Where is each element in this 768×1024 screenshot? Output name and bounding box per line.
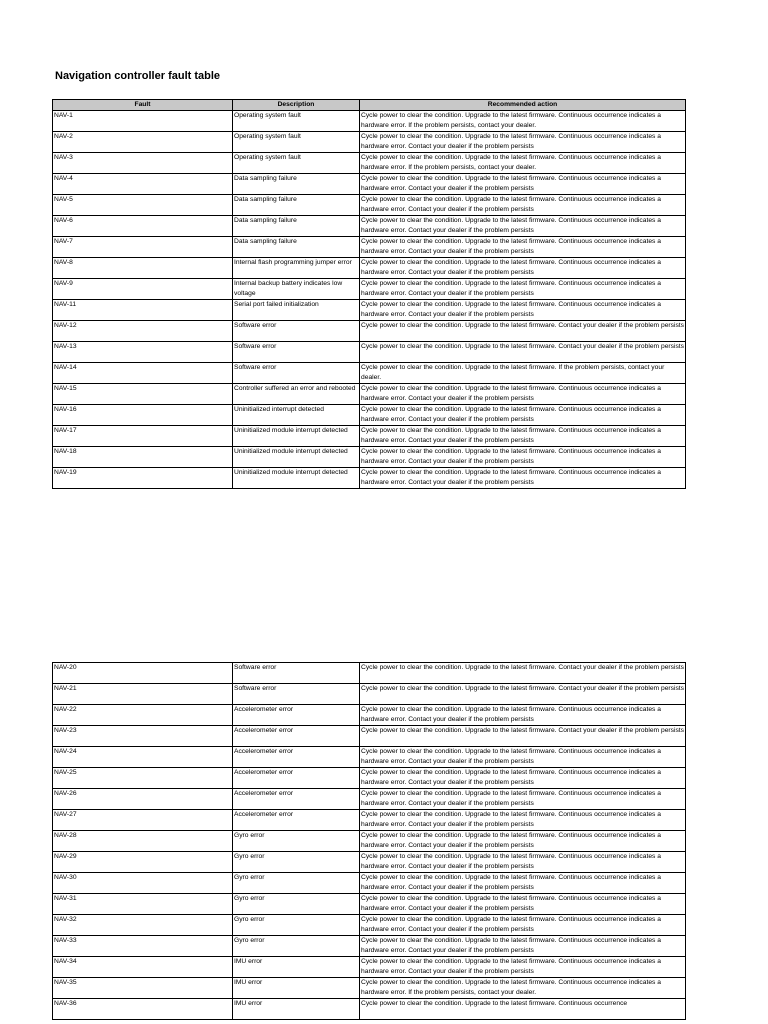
table-row (53, 663, 686, 684)
fault-code-cell: NAV-14 (53, 363, 233, 384)
description-cell: Uninitialized module interrupt detected (233, 447, 360, 468)
fault-code-cell: NAV-27 (53, 810, 233, 831)
fault-code-cell: NAV-33 (53, 936, 233, 957)
recommended-action-cell: Cycle power to clear the condition. Upgrade to the latest firmware. Continuous occurrence indicates a hardware error. Contact your dealer if the problem persists (360, 810, 686, 831)
table-row (53, 384, 686, 405)
recommended-action-cell: Cycle power to clear the condition. Upgrade to the latest firmware. Continuous occurrence indicates a hardware error. Contact your dealer if the problem persists (360, 447, 686, 468)
description-cell: Uninitialized module interrupt detected (233, 426, 360, 447)
description-cell: IMU error (233, 978, 360, 999)
fault-code-cell: NAV-1 (53, 111, 233, 132)
description-cell: Internal backup battery indicates low voltage (233, 279, 360, 300)
description-cell: Controller suffered an error and rebooted (233, 384, 360, 405)
recommended-action-cell: Cycle power to clear the condition. Upgrade to the latest firmware. Continuous occurrence indicates a hardware error. Contact your dealer if the problem persists (360, 216, 686, 237)
table-row (53, 468, 686, 489)
table-row (53, 852, 686, 873)
recommended-action-cell: Cycle power to clear the condition. Upgrade to the latest firmware. Continuous occurrence indicates a hardware error. Contact your dealer if the problem persists (360, 426, 686, 447)
recommended-action-cell: Cycle power to clear the condition. Upgrade to the latest firmware. Continuous occurrence indicates a hardware error. Contact your dealer if the problem persists (360, 705, 686, 726)
table-row (53, 915, 686, 936)
table-row (53, 894, 686, 915)
description-cell: Data sampling failure (233, 216, 360, 237)
description-cell: Operating system fault (233, 153, 360, 174)
fault-code-cell: NAV-36 (53, 999, 233, 1020)
table-row (53, 789, 686, 810)
recommended-action-cell: Cycle power to clear the condition. Upgrade to the latest firmware. Continuous occurrence indicates a hardware error. Contact your dealer if the problem persists (360, 915, 686, 936)
recommended-action-cell: Cycle power to clear the condition. Upgrade to the latest firmware. Continuous occurrence indicates a hardware error. Contact your dealer if the problem persists (360, 831, 686, 852)
recommended-action-cell: Cycle power to clear the condition. Upgrade to the latest firmware. Continuous occurrence indicates a hardware error. Contact your dealer if the problem persists (360, 894, 686, 915)
fault-code-cell: NAV-30 (53, 873, 233, 894)
table-row (53, 426, 686, 447)
description-cell: IMU error (233, 957, 360, 978)
fault-code-cell: NAV-2 (53, 132, 233, 153)
fault-code-cell: NAV-21 (53, 684, 233, 705)
description-cell: Gyro error (233, 852, 360, 873)
description-cell: Gyro error (233, 915, 360, 936)
table-row (53, 684, 686, 705)
description-cell: Data sampling failure (233, 174, 360, 195)
description-cell: Accelerometer error (233, 768, 360, 789)
description-cell: Data sampling failure (233, 237, 360, 258)
table-header-row (53, 100, 686, 111)
table-row (53, 132, 686, 153)
fault-code-cell: NAV-22 (53, 705, 233, 726)
recommended-action-cell: Cycle power to clear the condition. Upgrade to the latest firmware. Continuous occurrence indicates a hardware error. Contact your dealer if the problem persists (360, 405, 686, 426)
description-cell: Serial port failed initialization (233, 300, 360, 321)
fault-code-cell: NAV-12 (53, 321, 233, 342)
description-cell: Software error (233, 363, 360, 384)
recommended-action-cell: Cycle power to clear the condition. Upgrade to the latest firmware. Contact your dealer if the problem persists (360, 321, 686, 342)
recommended-action-cell: Cycle power to clear the condition. Upgrade to the latest firmware. Continuous occurrence indicates a hardware error. Contact your dealer if the problem persists (360, 852, 686, 873)
recommended-action-cell: Cycle power to clear the condition. Upgrade to the latest firmware. Continuous occurrence indicates a hardware error. If the problem persists, contact your dealer. (360, 111, 686, 132)
recommended-action-cell: Cycle power to clear the condition. Upgrade to the latest firmware. Continuous occurrence indicates a hardware error. Contact your dealer if the problem persists (360, 258, 686, 279)
fault-code-cell: NAV-15 (53, 384, 233, 405)
recommended-action-cell: Cycle power to clear the condition. Upgrade to the latest firmware. Continuous occurrence indicates a hardware error. Contact your dealer if the problem persists (360, 789, 686, 810)
fault-code-cell: NAV-16 (53, 405, 233, 426)
recommended-action-cell: Cycle power to clear the condition. Upgrade to the latest firmware. Continuous occurrence indicates a hardware error. Contact your dealer if the problem persists (360, 768, 686, 789)
table-row (53, 936, 686, 957)
description-cell: Data sampling failure (233, 195, 360, 216)
description-cell: Gyro error (233, 936, 360, 957)
recommended-action-cell: Cycle power to clear the condition. Upgrade to the latest firmware. Continuous occurrence (360, 999, 686, 1020)
table-row (53, 363, 686, 384)
recommended-action-cell: Cycle power to clear the condition. Upgrade to the latest firmware. Continuous occurrence indicates a hardware error. Contact your dealer if the problem persists (360, 468, 686, 489)
description-cell: Accelerometer error (233, 789, 360, 810)
table-row (53, 873, 686, 894)
column-header-recommended-action: Recommended action (360, 100, 686, 111)
fault-table-page-2 (52, 662, 686, 1020)
description-cell: Internal flash programming jumper error (233, 258, 360, 279)
recommended-action-cell: Cycle power to clear the condition. Upgrade to the latest firmware. Continuous occurrence indicates a hardware error. Contact your dealer if the problem persists (360, 279, 686, 300)
table-body (53, 663, 686, 1020)
description-cell: Accelerometer error (233, 810, 360, 831)
recommended-action-cell: Cycle power to clear the condition. Upgrade to the latest firmware. Continuous occurrence indicates a hardware error. Contact your dealer if the problem persists (360, 195, 686, 216)
recommended-action-cell: Cycle power to clear the condition. Upgrade to the latest firmware. Continuous occurrence indicates a hardware error. Contact your dealer if the problem persists (360, 747, 686, 768)
recommended-action-cell: Cycle power to clear the condition. Upgrade to the latest firmware. Contact your dealer if the problem persists (360, 342, 686, 363)
fault-code-cell: NAV-24 (53, 747, 233, 768)
description-cell: Gyro error (233, 831, 360, 852)
description-cell: Uninitialized module interrupt detected (233, 468, 360, 489)
recommended-action-cell: Cycle power to clear the condition. Upgrade to the latest firmware. Contact your dealer if the problem persists (360, 726, 686, 747)
table-body (53, 111, 686, 489)
recommended-action-cell: Cycle power to clear the condition. Upgrade to the latest firmware. Continuous occurrence indicates a hardware error. Contact your dealer if the problem persists (360, 384, 686, 405)
table-row (53, 237, 686, 258)
page-title: Navigation controller fault table (55, 70, 221, 82)
fault-code-cell: NAV-9 (53, 279, 233, 300)
fault-code-cell: NAV-5 (53, 195, 233, 216)
recommended-action-cell: Cycle power to clear the condition. Upgrade to the latest firmware. Continuous occurrence indicates a hardware error. Contact your dealer if the problem persists (360, 957, 686, 978)
fault-code-cell: NAV-32 (53, 915, 233, 936)
description-cell: Operating system fault (233, 132, 360, 153)
table-row (53, 726, 686, 747)
description-cell: Gyro error (233, 894, 360, 915)
fault-code-cell: NAV-23 (53, 726, 233, 747)
description-cell: Accelerometer error (233, 726, 360, 747)
fault-code-cell: NAV-26 (53, 789, 233, 810)
fault-code-cell: NAV-7 (53, 237, 233, 258)
table-row (53, 999, 686, 1020)
fault-code-cell: NAV-19 (53, 468, 233, 489)
table-row (53, 831, 686, 852)
column-header-fault: Fault (53, 100, 233, 111)
column-header-description: Description (233, 100, 360, 111)
fault-code-cell: NAV-18 (53, 447, 233, 468)
table-row (53, 768, 686, 789)
table-row (53, 705, 686, 726)
fault-code-cell: NAV-17 (53, 426, 233, 447)
recommended-action-cell: Cycle power to clear the condition. Upgrade to the latest firmware. If the problem persists, contact your dealer. (360, 363, 686, 384)
recommended-action-cell: Cycle power to clear the condition. Upgrade to the latest firmware. Continuous occurrence indicates a hardware error. Contact your dealer if the problem persists (360, 300, 686, 321)
description-cell: Software error (233, 342, 360, 363)
description-cell: Accelerometer error (233, 747, 360, 768)
recommended-action-cell: Cycle power to clear the condition. Upgrade to the latest firmware. Continuous occurrence indicates a hardware error. If the problem persists, contact your dealer. (360, 978, 686, 999)
fault-code-cell: NAV-31 (53, 894, 233, 915)
recommended-action-cell: Cycle power to clear the condition. Upgrade to the latest firmware. Continuous occurrence indicates a hardware error. Contact your dealer if the problem persists (360, 132, 686, 153)
table-row (53, 174, 686, 195)
table-row (53, 747, 686, 768)
table-row (53, 195, 686, 216)
fault-code-cell: NAV-29 (53, 852, 233, 873)
fault-code-cell: NAV-20 (53, 663, 233, 684)
fault-code-cell: NAV-28 (53, 831, 233, 852)
fault-code-cell: NAV-8 (53, 258, 233, 279)
fault-code-cell: NAV-13 (53, 342, 233, 363)
fault-code-cell: NAV-25 (53, 768, 233, 789)
fault-code-cell: NAV-4 (53, 174, 233, 195)
table-row (53, 447, 686, 468)
recommended-action-cell: Cycle power to clear the condition. Upgrade to the latest firmware. Continuous occurrence indicates a hardware error. If the problem persists, contact your dealer. (360, 153, 686, 174)
table-row (53, 405, 686, 426)
table-row (53, 342, 686, 363)
description-cell: IMU error (233, 999, 360, 1020)
recommended-action-cell: Cycle power to clear the condition. Upgrade to the latest firmware. Contact your dealer if the problem persists (360, 663, 686, 684)
fault-code-cell: NAV-34 (53, 957, 233, 978)
fault-code-cell: NAV-3 (53, 153, 233, 174)
recommended-action-cell: Cycle power to clear the condition. Upgrade to the latest firmware. Continuous occurrence indicates a hardware error. Contact your dealer if the problem persists (360, 936, 686, 957)
fault-code-cell: NAV-11 (53, 300, 233, 321)
fault-code-cell: NAV-35 (53, 978, 233, 999)
recommended-action-cell: Cycle power to clear the condition. Upgrade to the latest firmware. Contact your dealer if the problem persists (360, 684, 686, 705)
table-row (53, 321, 686, 342)
fault-table-page-1 (52, 99, 686, 489)
table-row (53, 279, 686, 300)
table-row (53, 978, 686, 999)
table-row (53, 957, 686, 978)
table-row (53, 111, 686, 132)
description-cell: Accelerometer error (233, 705, 360, 726)
description-cell: Software error (233, 663, 360, 684)
table-row (53, 216, 686, 237)
table-row (53, 258, 686, 279)
recommended-action-cell: Cycle power to clear the condition. Upgrade to the latest firmware. Continuous occurrence indicates a hardware error. Contact your dealer if the problem persists (360, 237, 686, 258)
description-cell: Operating system fault (233, 111, 360, 132)
recommended-action-cell: Cycle power to clear the condition. Upgrade to the latest firmware. Continuous occurrence indicates a hardware error. Contact your dealer if the problem persists (360, 174, 686, 195)
description-cell: Gyro error (233, 873, 360, 894)
fault-code-cell: NAV-6 (53, 216, 233, 237)
recommended-action-cell: Cycle power to clear the condition. Upgrade to the latest firmware. Continuous occurrence indicates a hardware error. Contact your dealer if the problem persists (360, 873, 686, 894)
table-row (53, 300, 686, 321)
description-cell: Uninitialized interrupt detected (233, 405, 360, 426)
description-cell: Software error (233, 321, 360, 342)
description-cell: Software error (233, 684, 360, 705)
table-row (53, 153, 686, 174)
table-row (53, 810, 686, 831)
